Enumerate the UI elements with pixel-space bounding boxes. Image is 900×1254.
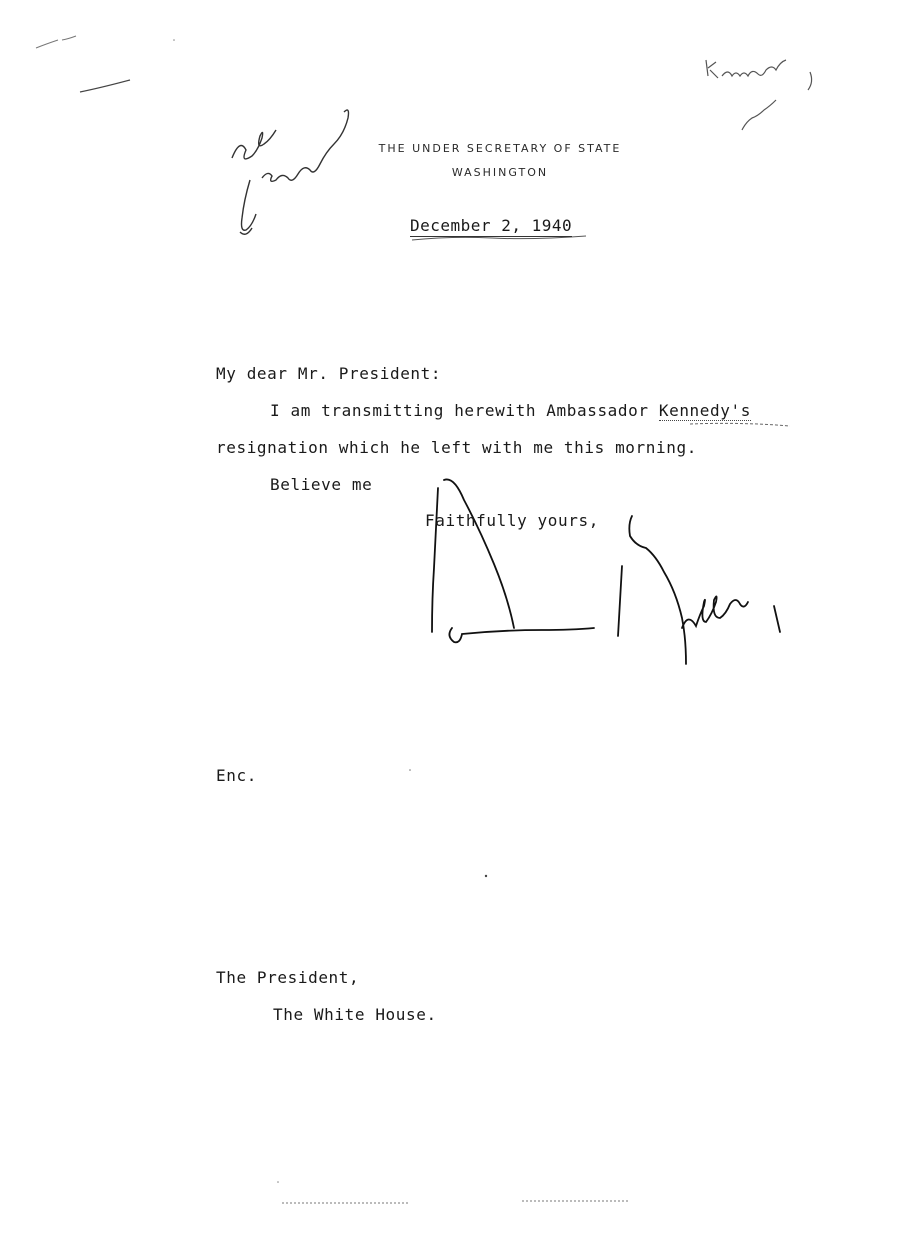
body-line-1-text: I am transmitting herewith Ambassador (270, 401, 659, 420)
letter-date: December 2, 1940 (410, 216, 573, 235)
ambassador-name: Kennedy's (658, 401, 751, 420)
enclosure-note: Enc. (216, 766, 257, 785)
body-line-2: resignation which he left with me this morning. (216, 438, 697, 457)
address-line-1: The President, (216, 968, 360, 987)
believe-me: Believe me (270, 475, 373, 494)
letterhead-title: THE UNDER SECRETARY OF STATE (378, 142, 622, 155)
closing: Faithfully yours, (425, 511, 599, 530)
address-line-2: The White House. (273, 1005, 437, 1024)
salutation: My dear Mr. President: (216, 364, 442, 383)
letterhead-city: WASHINGTON (451, 166, 549, 179)
